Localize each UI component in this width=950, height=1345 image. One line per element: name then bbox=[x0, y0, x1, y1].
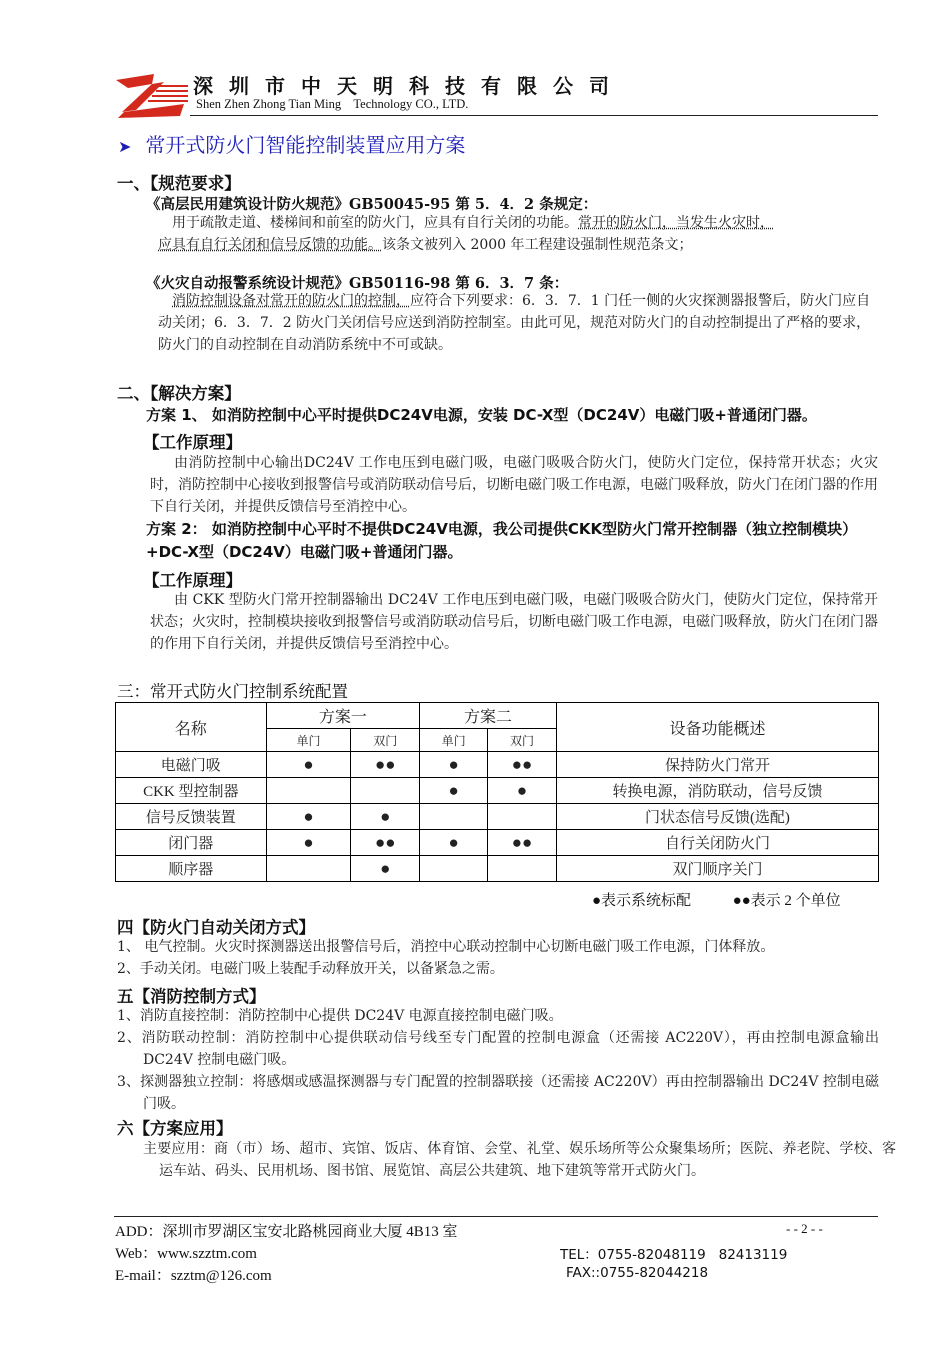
col-header-name: 名称 bbox=[116, 703, 267, 752]
cell-plan1-single: ● bbox=[266, 830, 351, 856]
cell-plan1-double: ●● bbox=[351, 752, 420, 778]
scheme-2-principle-label: 【工作原理】 bbox=[143, 571, 242, 590]
footer-email: E-mail：szztm@126.com bbox=[115, 1268, 272, 1284]
cell-plan1-double bbox=[351, 778, 420, 804]
section-6-heading: 六【方案应用】 bbox=[117, 1119, 233, 1138]
cell-plan2-single: ● bbox=[420, 752, 488, 778]
standard-1-text: 用于疏散走道、楼梯间和前室的防火门，应具有自行关闭的功能。常开的防火门，当发生火灾时， 应具有自行关闭和信号反馈的功能。该条文被列入 2000 年工程建设强制性规范条文； bbox=[158, 215, 774, 253]
cell-plan1-single: ● bbox=[266, 752, 351, 778]
cell-plan2-single: ● bbox=[420, 778, 488, 804]
scheme-1-principle-text: 由消防控制中心输出DC24V 工作电压到电磁门吸，电磁门吸吸合防火门，使防火门定位，保持常开状态；火灾时，消防控制中心接收到报警信号或消防联动信号后，切断电磁门吸工作电源，电磁门吸释放，防火门在闭门器的作用下自行关闭，并提供反馈信号至消控中心。 bbox=[150, 455, 878, 515]
cell-name: CKK 型控制器 bbox=[116, 778, 267, 804]
table-row bbox=[116, 856, 879, 882]
list-item: 2、消防联动控制：消防控制中心提供联动信号线至专门配置的控制电源盒（还需接 AC220V），再由控制电源盒输出 DC24V 控制电磁门吸。 bbox=[117, 1030, 879, 1068]
cell-desc: 门状态信号反馈(选配) bbox=[556, 804, 878, 830]
section-1-heading: 一、【规范要求】 bbox=[117, 174, 241, 193]
table-row bbox=[116, 804, 879, 830]
cell-desc: 自行关闭防火门 bbox=[556, 830, 878, 856]
list-item: 1、 电气控制。火灾时探测器送出报警信号后，消控中心联动控制中心切断电磁门吸工作电源，门体释放。 bbox=[117, 939, 775, 955]
config-table bbox=[115, 702, 879, 882]
legend-standard: ●表示系统标配 bbox=[592, 893, 692, 909]
footer-fax: FAX::0755-82044218 bbox=[566, 1265, 709, 1281]
section-5-heading: 五【消防控制方式】 bbox=[117, 987, 266, 1006]
footer-web: Web：www.szztm.com bbox=[115, 1246, 257, 1262]
table-legend bbox=[592, 889, 841, 910]
company-logo bbox=[114, 72, 190, 120]
scheme-2-title: 方案 2： 如消防控制中心平时不提供DC24V电源，我公司提供CKK型防火门常开控制器（独立控制模块）+DC-X型（DC24V）电磁门吸+普通闭门器。 bbox=[146, 520, 858, 561]
cell-plan1-double: ● bbox=[351, 804, 420, 830]
cell-name: 电磁门吸 bbox=[116, 752, 267, 778]
cell-name: 信号反馈装置 bbox=[116, 804, 267, 830]
col-header-single: 单门 bbox=[420, 729, 488, 752]
footer-divider bbox=[114, 1216, 878, 1217]
cell-plan1-single: ● bbox=[266, 804, 351, 830]
cell-plan2-double: ●● bbox=[488, 830, 557, 856]
cell-plan2-double: ● bbox=[488, 778, 557, 804]
col-header-desc: 设备功能概述 bbox=[556, 703, 878, 752]
cell-plan1-double: ●● bbox=[351, 830, 420, 856]
document-title: 常开式防火门智能控制装置应用方案 bbox=[145, 133, 466, 157]
cell-plan1-single bbox=[266, 778, 351, 804]
cell-plan2-double bbox=[488, 856, 557, 882]
col-header-plan2: 方案二 bbox=[420, 703, 557, 729]
standard-1-title: 《高层民用建筑设计防火规范》GB50045-95 第 5．4．2 条规定： bbox=[146, 196, 598, 213]
cell-plan1-single bbox=[266, 856, 351, 882]
footer-tel: TEL：0755-82048119 82413119 bbox=[560, 1247, 788, 1263]
legend-double: ●●表示 2 个单位 bbox=[732, 893, 841, 909]
table-row bbox=[116, 752, 879, 778]
cell-plan2-double: ●● bbox=[488, 752, 557, 778]
list-item: 1、消防直接控制：消防控制中心提供 DC24V 电源直接控制电磁门吸。 bbox=[117, 1008, 563, 1024]
list-item: 2、手动关闭。电磁门吸上装配手动释放开关，以备紧急之需。 bbox=[117, 961, 504, 977]
footer-address: ADD：深圳市罗湖区宝安北路桃园商业大厦 4B13 室 bbox=[115, 1224, 458, 1240]
table-row bbox=[116, 778, 879, 804]
col-header-single: 单门 bbox=[266, 729, 351, 752]
cell-desc: 双门顺序关门 bbox=[556, 856, 878, 882]
page-number: - - 2 - - bbox=[786, 1221, 823, 1236]
section-2-heading: 二、【解决方案】 bbox=[117, 384, 241, 403]
col-header-double: 双门 bbox=[351, 729, 420, 752]
standard-2-title: 《火灾自动报警系统设计规范》GB50116-98 第 6．3．7 条： bbox=[146, 275, 569, 292]
col-header-plan1: 方案一 bbox=[266, 703, 420, 729]
cell-desc: 保持防火门常开 bbox=[556, 752, 878, 778]
scheme-1-principle-label: 【工作原理】 bbox=[143, 433, 242, 452]
cell-plan1-double: ● bbox=[351, 856, 420, 882]
header-divider bbox=[190, 115, 878, 116]
cell-plan2-single: ● bbox=[420, 830, 488, 856]
scheme-2-principle-text: 由 CKK 型防火门常开控制器输出 DC24V 工作电压到电磁门吸，电磁门吸吸合防火门，使防火门定位，保持常开状态；火灾时，控制模块接收到报警信号或消防联动信号后，切断电磁门吸工作电源，电磁门吸释放，防火门在闭门器的作用下自行关闭，并提供反馈信号至消控中心。 bbox=[150, 592, 878, 652]
section-4-list bbox=[117, 936, 882, 980]
cell-desc: 转换电源，消防联动，信号反馈 bbox=[556, 778, 878, 804]
arrow-bullet-icon: ➤ bbox=[118, 137, 132, 156]
table-row bbox=[116, 830, 879, 856]
section-3-heading: 三：常开式防火门控制系统配置 bbox=[117, 682, 348, 701]
company-name-en: Shen Zhen Zhong Tian Ming Technology CO., LTD. bbox=[196, 97, 469, 111]
scheme-1-title: 方案 1、 如消防控制中心平时提供DC24V电源，安装 DC-X型（DC24V）电磁门吸+普通闭门器。 bbox=[146, 406, 817, 424]
company-name-cn: 深圳市中天明科技有限公司 bbox=[193, 74, 625, 98]
section-6-text: 主要应用：商（市）场、超市、宾馆、饭店、体育馆、会堂、礼堂、娱乐场所等公众聚集场所；医院、养老院、学校、客运车站、码头、民用机场、图书馆、展览馆、高层公共建筑、地下建筑等常开式防火门。 bbox=[143, 1141, 896, 1179]
standard-2-text: 消防控制设备对常开的防火门的控制，应符合下列要求：6．3．7．1 门任一侧的火灾探测器报警后，防火门应自动关闭；6．3．7．2 防火门关闭信号应送到消防控制室。由此可见，规范对防火门的自动控制提出了严格的要求，防火门的自动控制在自动消防系统中不可或缺。 bbox=[158, 293, 871, 353]
cell-name: 顺序器 bbox=[116, 856, 267, 882]
list-item: 3、探测器独立控制：将感烟或感温探测器与专门配置的控制器联接（还需接 AC220V）再由控制器输出 DC24V 控制电磁门吸。 bbox=[117, 1074, 879, 1112]
document-title-row bbox=[118, 129, 465, 158]
cell-plan2-single bbox=[420, 804, 488, 830]
col-header-double: 双门 bbox=[488, 729, 557, 752]
section-4-heading: 四【防火门自动关闭方式】 bbox=[117, 918, 315, 937]
section-5-list bbox=[117, 1005, 879, 1115]
cell-name: 闭门器 bbox=[116, 830, 267, 856]
cell-plan2-single bbox=[420, 856, 488, 882]
cell-plan2-double bbox=[488, 804, 557, 830]
